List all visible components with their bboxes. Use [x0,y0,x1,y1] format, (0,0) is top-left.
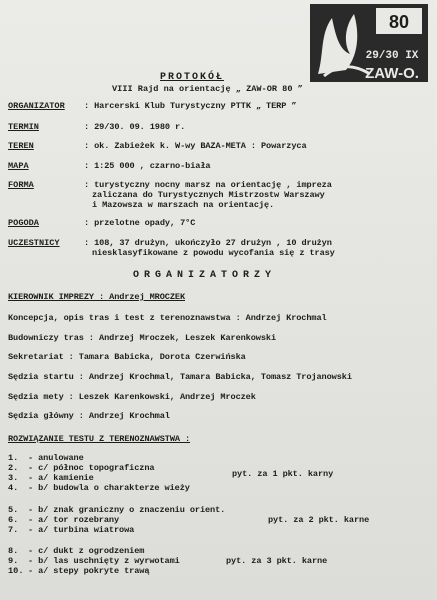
field-value-uczestnicy: : 108, 37 drużyn, ukończyło 27 drużyn , 10 drużyn [84,238,332,248]
answer-text: - b/ budowla o charakterze wieży [28,483,190,493]
field-value-mapa: : 1:25 000 , czarno-biała [84,161,211,171]
logo-badge: 80 [388,12,410,32]
answer-number: 9. [8,556,19,566]
organizer-line-budowniczy: Budowniczy tras : Andrzej Mroczek, Leszek Karenkowski [8,333,277,343]
field-value-teren: : ok. Zabieżek k. W-wy BAZA-META : Powarzyca [84,141,307,151]
logo-date: 29/30 IX [365,50,419,62]
answer-text: - a/ kamienie [28,473,94,483]
field-label-termin: TERMIN [8,122,39,132]
organizer-line-sedzia-mety: Sędzia mety : Leszek Karenkowski, Andrzej Mroczek [8,392,256,402]
field-label-teren: TEREN [8,141,34,151]
organizer-line-sekretariat: Sekretariat : Tamara Babicka, Dorota Czerwińska [8,352,246,362]
field-value-forma: : turystyczny nocny marsz na orientację , impreza [84,180,332,190]
section-title: ORGANIZATORZY [133,270,277,281]
answer-number: 3. [8,473,19,483]
field-label-pogoda: POGODA [8,218,39,228]
test-heading: ROZWIĄZANIE TESTU Z TERENOZNAWSTWA : [8,434,191,444]
organizer-line-koncepcja: Koncepcja, opis tras i test z terenoznawstwa : Andrzej Krochmal [8,313,327,323]
answer-text: - anulowane [28,453,84,463]
answer-number: 8. [8,546,19,556]
document-title: PROTOKÓŁ [160,72,225,83]
answer-text: - c/ dukt z ogrodzeniem [28,546,145,556]
answer-number: 7. [8,525,19,535]
field-value-forma-2: zaliczana do Turystycznych Mistrzostw Warszawy [92,190,325,200]
answer-text: - c/ północ topograficzna [28,463,155,473]
field-label-organizator: ORGANIZATOR [8,101,65,111]
answer-number: 2. [8,463,19,473]
answer-text: - a/ turbina wiatrowa [28,525,135,535]
logo-name: ZAW-O. [365,65,419,82]
answer-text: - b/ znak graniczny o znaczeniu orient. [28,505,226,515]
answer-number: 5. [8,505,19,515]
organizer-line-sedzia-startu: Sędzia startu : Andrzej Krochmal, Tamara Babicka, Tomasz Trojanowski [8,372,352,382]
field-value-uczestnicy-2: niesklasyfikowane z powodu wycofania się z trasy [92,248,335,258]
document-subtitle: VIII Rajd na orientację „ ZAW-OR 80 ” [112,84,303,94]
score-note-2: pyt. za 2 pkt. karne [268,515,370,525]
organizer-line-sedzia-glowny: Sędzia główny : Andrzej Krochmal [8,411,170,421]
answer-number: 1. [8,453,19,463]
answer-text: - a/ tor rozebrany [28,515,120,525]
answer-number: 10. [8,566,24,576]
field-value-organizator: : Harcerski Klub Turystyczny PTTK „ TERP ” [84,101,297,111]
score-note-1: pyt. za 1 pkt. karny [232,469,334,479]
field-label-uczestnicy: UCZESTNICY [8,238,60,248]
answer-number: 4. [8,483,19,493]
answer-number: 6. [8,515,19,525]
field-value-pogoda: : przelotne opady, 7°C [84,218,196,228]
field-value-termin: : 29/30. 09. 1980 r. [84,122,186,132]
answer-text: - a/ stepy pokryte trawą [28,566,150,576]
score-note-3: pyt. za 3 pkt. karne [226,556,328,566]
field-label-mapa: MAPA [8,161,29,171]
organizer-line-kierownik: KIEROWNIK IMPREZY : Andrzej MROCZEK [8,292,185,302]
field-label-forma: FORMA [8,180,34,190]
rally-logo [310,4,428,82]
field-value-forma-3: i Mazowsza w marszach na orientację. [92,200,275,210]
answer-text: - b/ las uschnięty z wyrwotami [28,556,180,566]
